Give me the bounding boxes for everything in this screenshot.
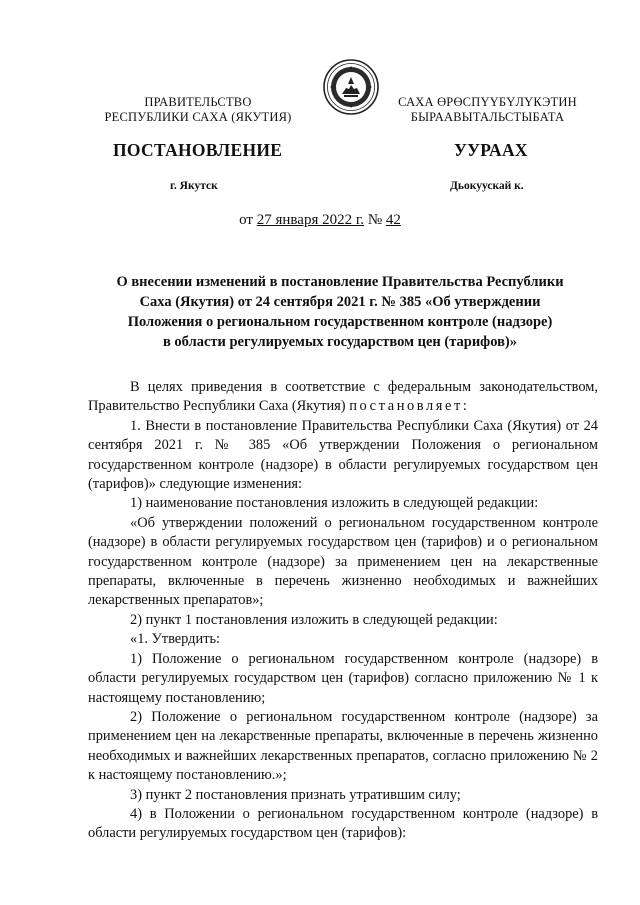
paragraph-new-title: «Об утверждении положений о региональном государственном контроле (надзоре) в области регулируемых государством цен (тарифов) и о региональном государственном контроле (надзоре) за применением цен на лекарственные препараты, включенные в перечень жизненно необходимых и важнейших лекарственных препаратов»; [88,514,598,609]
city-sakha: Дьокуускай к. [450,180,524,192]
paragraph-subitem-4: 4) в Положении о региональном государственном контроле (надзоре) в области регулируемых государством цен (тарифов): [88,805,598,842]
document-date-number [0,212,640,229]
title-line-2: Саха (Якутия) от 24 сентября 2021 г. № 385 «Об утверждении [139,294,541,310]
number-prefix: № [364,212,386,228]
document-body [88,378,598,844]
paragraph-regulation-2: 2) Положение о региональном государственном контроле (надзоре) за применением цен на лекарственные препараты, включенные в перечень жизненно необходимых и важнейших лекарственных препаратов, согласно приложению № 2 к настоящему постановлению.»; [88,708,598,784]
date-prefix: от [239,212,257,228]
header-left [98,95,298,125]
preamble-text: В целях приведения в соответствие с федеральным законодательством, Правительство Республики Саха (Якутия) [88,379,598,415]
document-title [100,272,580,352]
paragraph-subitem-2: 2) пункт 1 постановления изложить в следующей редакции: [130,611,498,628]
doc-type-russian: ПОСТАНОВЛЕНИЕ [113,140,283,160]
header-left-line2: РЕСПУБЛИКИ САХА (ЯКУТИЯ) [104,110,292,124]
paragraph-item-1: 1. Внести в постановление Правительства Республики Саха (Якутия) от 24 сентября 2021 г. № 385 «Об утверждении Положения о региональном государственном контроле (надзоре) в области регулируемых государством цен (тарифов)» следующие изменения: [88,417,598,493]
header-right [385,95,590,125]
paragraph-regulation-1: 1) Положение о региональном государственном контроле (надзоре) в области регулируемых государством цен (тарифов) согласно приложению № 1 к настоящему постановлению; [88,650,598,706]
coat-of-arms-emblem-icon [322,58,380,116]
doc-type-sakha: УУРААХ [454,140,528,160]
paragraph-preamble [88,378,598,417]
header-right-line2: БЫРААВЫТАЛЬСТЫБАТА [410,110,565,124]
resolves-word: постановляет: [349,398,470,415]
header-right-line1: САХА ӨРӨСПҮҮБҮЛҮКЭТИН [398,95,577,109]
paragraph-approve: «1. Утвердить: [130,631,221,648]
paragraph-subitem-3: 3) пункт 2 постановления признать утратившим силу; [130,786,461,803]
title-line-3: Положения о региональном государственном контроле (надзоре) [127,314,553,330]
paragraph-subitem-1: 1) наименование постановления изложить в следующей редакции: [130,495,539,512]
city-russian: г. Якутск [170,180,218,192]
title-line-1: О внесении изменений в постановление Правительства Республики [116,274,564,290]
document-number: 42 [385,212,401,228]
header-left-line1: ПРАВИТЕЛЬСТВО [144,95,252,109]
document-date: 27 января 2022 г. [256,212,365,228]
title-line-4: в области регулируемых государством цен (тарифов)» [162,334,518,350]
